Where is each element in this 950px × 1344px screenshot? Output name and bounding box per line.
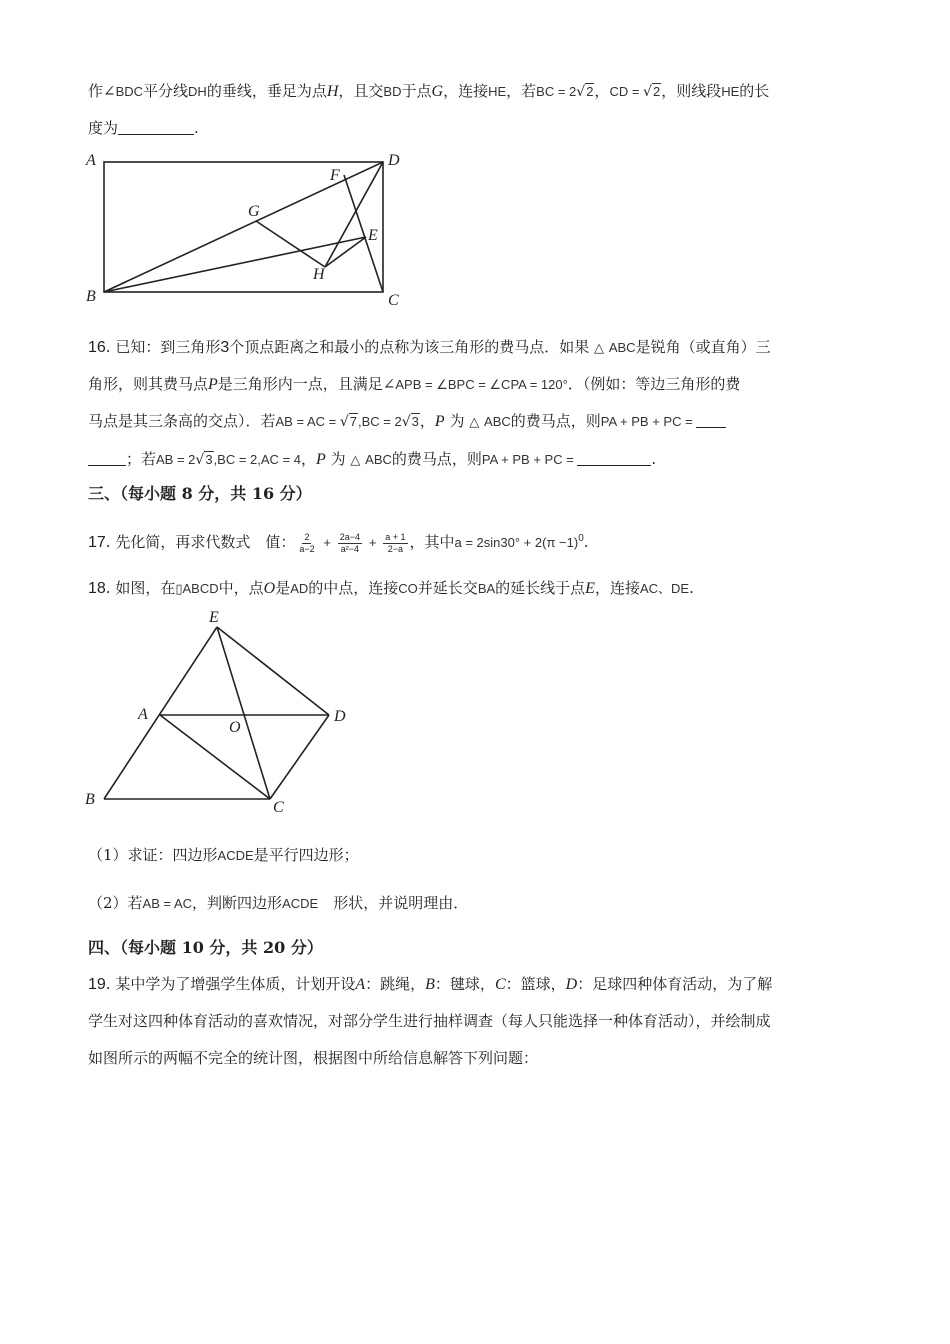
label-O: O	[229, 719, 241, 736]
sqrt-2-symbol-b: √2	[643, 84, 661, 100]
answer-blank-q15[interactable]	[118, 118, 194, 135]
q16-line-3: 马点是其三条高的交点）．若AB = AC = √7,BC = 2√3，P 为 △ ABC的费马点，则PA + PB + PC =	[88, 410, 726, 433]
label-A: A	[138, 706, 148, 723]
q18-part-2: （2）若AB = AC，判断四边形ACDE 形状，并说明理由．	[88, 894, 469, 912]
q19-line-2: 学生对这四种体育活动的喜欢情况，对部分学生进行抽样调查（每人只能选择一种体育活动），并绘制成	[88, 1012, 771, 1030]
section-3-heading: 三、（每小题 8 分，共 16 分）	[88, 484, 312, 503]
label-H: H	[313, 266, 325, 283]
answer-blank-q16-b[interactable]	[577, 449, 651, 466]
label-F: F	[330, 167, 340, 184]
q16-line-2: 角形，则其费马点P是三角形内一点，且满足∠APB = ∠BPC = ∠CPA = 120°．（例如：等边三角形的费	[88, 375, 741, 393]
label-C: C	[273, 799, 284, 816]
fraction-3: $\frac{a + 1}{2-a}$	[385, 531, 406, 554]
sqrt-2-symbol: √2	[576, 84, 594, 100]
label-B: B	[85, 791, 95, 808]
label-C: C	[388, 292, 399, 309]
label-B: B	[86, 288, 96, 305]
q18-part-1: （1）求证：四边形ACDE是平行四边形；	[88, 846, 359, 864]
q19-line-1: 19. 某中学为了增强学生体质，计划开设A：跳绳，B：毽球，C：篮球，D：足球四种体育活动，为了解	[88, 975, 773, 993]
label-D: D	[334, 708, 346, 725]
q16-line-4: ；若AB = 2√3,BC = 2,AC = 4，P 为 △ ABC的费马点，则PA + PB + PC = .	[88, 448, 656, 471]
q19-line-3: 如图所示的两幅不完全的统计图，根据图中所给信息解答下列问题：	[88, 1049, 539, 1067]
fraction-2: $\frac{2a-4}{\text{a²−4}}$	[339, 531, 361, 554]
fraction-1: $\frac{2}{a-2}$	[299, 531, 315, 554]
figure-q18-parallelogram	[80, 605, 370, 820]
answer-blank-q16-a-part2[interactable]	[88, 449, 126, 466]
label-D: D	[388, 152, 400, 169]
q17-line: 17. 先化简，再求代数式 值： $\frac{2}{a-2}$ + $\frac{2a-4}{\text{a²−4}}$ + $\frac{a + 1}{2-a}$ ，其中$a = 2\sin 30^\circ + 2(\pi -1)^0$.	[88, 531, 589, 554]
q16-line-1: 16. 已知：到三角形3个顶点距离之和最小的点称为该三角形的费马点．如果 △ ABC是锐角（或直角）三	[88, 338, 771, 356]
label-E: E	[209, 609, 219, 626]
label-E: E	[368, 227, 378, 244]
figure-q15-rectangle	[80, 145, 410, 310]
label-A: A	[86, 152, 96, 169]
answer-blank-q16-a-part1[interactable]	[696, 411, 726, 428]
q15-line-1: 作∠BDC平分线DH的垂线，垂足为点H，且交BD于点G，连接HE，若BC = 2√2，CD = √2，则线段HE的长	[88, 80, 769, 103]
q18-line: 18. 如图，在▯ABCD中，点O是AD的中点，连接CO并延长交BA的延长线于点E，连接AC、DE.	[88, 579, 694, 597]
label-G: G	[248, 203, 260, 220]
q15-line-2: 度为 .	[88, 119, 199, 137]
section-4-heading: 四、（每小题 10 分，共 20 分）	[88, 938, 323, 957]
